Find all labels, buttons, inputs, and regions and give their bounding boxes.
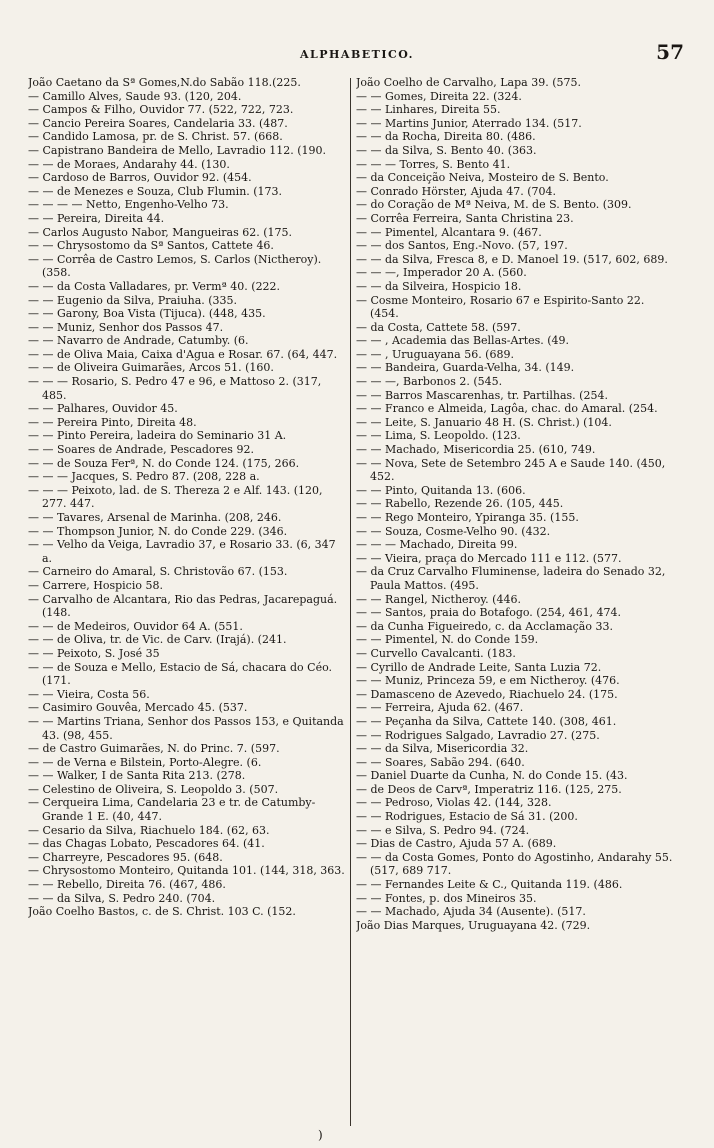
directory-entry: — — Soares, Sabão 294. (640. xyxy=(356,755,525,769)
directory-entry: — — Garony, Boa Vista (Tijuca). (448, 435. xyxy=(28,307,266,321)
directory-entry: — — Martins Junior, Aterrado 134. (517. xyxy=(356,116,582,130)
directory-entry: — — Tavares, Arsenal de Marinha. (208, 246. xyxy=(28,511,282,524)
directory-entry: — Daniel Duarte da Cunha, N. do Conde 15. (43. xyxy=(356,769,628,783)
directory-entry: — — — Jacques, S. Pedro 87. (208, 228 a. xyxy=(28,470,260,484)
directory-entry: — — de Oliva, tr. de Vic. de Carv. (Irajá). (241. xyxy=(28,633,287,647)
directory-entry: — — — Torres, S. Bento 41. xyxy=(356,157,511,171)
directory-entry: — — Pimentel, N. do Conde 159. xyxy=(356,633,539,647)
directory-entry: — — dos Santos, Eng.-Novo. (57, 197. xyxy=(356,239,568,253)
directory-entry: — do Coração de Mª Neiva, M. de S. Bento. (309. xyxy=(356,198,632,212)
directory-entry: — Chrysostomo Monteiro, Quitanda 101. (144, 318, 363. xyxy=(28,864,345,878)
directory-entry: — — Rodrigues Salgado, Lavradio 27. (275. xyxy=(356,728,600,742)
directory-entry: — — Rodrigues, Estacio de Sá 31. (200. xyxy=(356,810,578,824)
directory-entry: — — de Souza e Mello, Estacio de Sá, chacara do Céo. (171. xyxy=(28,660,332,688)
directory-entry: — Conrado Hörster, Ajuda 47. (704. xyxy=(356,184,556,198)
directory-entry: — — — Machado, Direita 99. xyxy=(356,538,518,552)
directory-entry: — — —, Barbonos 2. (545. xyxy=(356,375,503,389)
directory-entry: — Carneiro do Amaral, S. Christovão 67. (153. xyxy=(28,565,288,579)
directory-entry: — — —, Imperador 20 A. (560. xyxy=(356,266,527,280)
directory-entry: — — de Oliva Maia, Caixa d'Agua e Rosar. 67. (64, 447. xyxy=(28,347,338,361)
directory-entry: — — Corrêa de Castro Lemos, S. Carlos (Nictheroy). (358. xyxy=(28,252,322,280)
directory-entry: — Charreyre, Pescadores 95. (648. xyxy=(28,850,223,864)
directory-entry: — — Bandeira, Guarda-Velha, 34. (149. xyxy=(356,361,575,375)
directory-entry: — Cardoso de Barros, Ouvidor 92. (454. xyxy=(28,171,252,185)
column-divider xyxy=(350,78,351,1126)
directory-columns xyxy=(28,76,688,1128)
directory-entry: — de Castro Guimarães, N. do Princ. 7. (597. xyxy=(28,742,280,756)
directory-entry: — — Navarro de Andrade, Catumby. (6. xyxy=(28,334,249,348)
directory-entry: — Cesario da Silva, Riachuelo 184. (62, 63. xyxy=(28,823,270,837)
directory-entry: — — Pinto Pereira, ladeira do Seminario 31 A. xyxy=(28,429,287,443)
directory-entry: — — Barros Mascarenhas, tr. Partilhas. (254. xyxy=(356,388,608,402)
directory-entry: — da Conceição Neiva, Mosteiro de S. Bento. xyxy=(356,171,609,185)
directory-entry: — — Souza, Cosme-Velho 90. (432. xyxy=(356,524,551,538)
directory-entry: — — de Verna e Bilstein, Porto-Alegre. (6. xyxy=(28,755,262,769)
directory-entry: — de Deos de Carvª, Imperatriz 116. (125, 275. xyxy=(356,782,622,796)
directory-entry: — Corrêa Ferreira, Santa Christina 23. xyxy=(356,211,574,225)
directory-entry: — das Chagas Lobato, Pescadores 64. (41. xyxy=(28,837,265,851)
directory-entry: — Cyrillo de Andrade Leite, Santa Luzia 72. xyxy=(356,660,602,674)
directory-entry: — Carrere, Hospicio 58. xyxy=(28,578,163,592)
directory-entry: — Casimiro Gouvêa, Mercado 45. (537. xyxy=(28,701,248,715)
directory-entry: — — da Silva, Fresca 8, e D. Manoel 19. (517, 602, 689. xyxy=(356,252,668,266)
directory-entry: — — Machado, Misericordia 25. (610, 749. xyxy=(356,443,596,457)
directory-entry: — Cancio Pereira Soares, Candelaria 33. (487. xyxy=(28,116,288,130)
directory-entry: — da Costa, Cattete 58. (597. xyxy=(356,320,521,334)
running-title: ALPHABETICO. xyxy=(299,48,414,61)
directory-entry: — Campos & Filho, Ouvidor 77. (522, 722, 723. xyxy=(28,103,294,117)
directory-entry: — — da Silveira, Hospicio 18. xyxy=(356,279,522,293)
directory-entry: — — Vieira, praça do Mercado 111 e 112. (577. xyxy=(356,551,622,565)
directory-entry: — — Peixoto, S. José 35 xyxy=(28,646,160,660)
directory-entry: — — Rabello, Rezende 26. (105, 445. xyxy=(356,497,564,511)
directory-entry: — — Muniz, Princeza 59, e em Nictheroy. (476. xyxy=(356,674,620,688)
directory-entry: — — Fernandes Leite & C., Quitanda 119. (486. xyxy=(356,878,623,892)
directory-entry: — Carlos Augusto Nabor, Mangueiras 62. (175. xyxy=(28,225,293,239)
directory-entry: — Celestino de Oliveira, S. Leopoldo 3. (507. xyxy=(28,782,279,796)
directory-entry: João Coelho de Carvalho, Lapa 39. (575. xyxy=(356,76,581,89)
directory-entry: — — Pedroso, Violas 42. (144, 328. xyxy=(356,796,552,810)
directory-entry: — — — Rosario, S. Pedro 47 e 96, e Mattoso 2. (317, 485. xyxy=(28,375,322,402)
directory-entry: — — Chrysostomo da Sª Santos, Cattete 46. xyxy=(28,239,274,253)
directory-entry: — — da Rocha, Direita 80. (486. xyxy=(356,130,536,144)
directory-entry: — — da Costa Valladares, pr. Vermª 40. (222. xyxy=(28,279,281,293)
directory-entry: — — de Moraes, Andarahy 44. (130. xyxy=(28,157,230,171)
directory-entry: — — Velho da Veiga, Lavradio 37, e Rosario 33. (6, 347 a. xyxy=(28,538,336,565)
page-number: 57 xyxy=(656,40,684,64)
directory-entry: — — Rangel, Nictheroy. (446. xyxy=(356,592,521,606)
directory-entry: João Dias Marques, Uruguayana 42. (729. xyxy=(356,918,591,932)
directory-entry: — da Cruz Carvalho Fluminense, ladeira do Senado 32, Paula Mattos. (495. xyxy=(356,565,666,592)
directory-entry: — — Muniz, Senhor dos Passos 47. xyxy=(28,320,224,334)
directory-entry: — — Peçanha da Silva, Cattete 140. (308, 461. xyxy=(356,714,617,728)
directory-entry: — — Fontes, p. dos Mineiros 35. xyxy=(356,891,537,905)
directory-entry: — — da Costa Gomes, Ponto do Agostinho, Andarahy 55. (517, 689 717. xyxy=(356,850,673,878)
directory-entry: — — Pimentel, Alcantara 9. (467. xyxy=(356,225,542,239)
directory-entry: — — Palhares, Ouvidor 45. xyxy=(28,402,178,416)
directory-entry: — — Pinto, Quitanda 13. (606. xyxy=(356,483,526,497)
directory-entry: — — da Silva, S. Bento 40. (363. xyxy=(356,143,537,157)
directory-entry: — — Eugenio da Silva, Praiuha. (335. xyxy=(28,293,238,307)
directory-entry: — — de Oliveira Guimarães, Arcos 51. (160. xyxy=(28,361,274,375)
directory-entry: — — da Silva, Misericordia 32. xyxy=(356,742,529,756)
directory-entry: — — de Medeiros, Ouvidor 64 A. (551. xyxy=(28,619,243,633)
directory-entry: — — e Silva, S. Pedro 94. (724. xyxy=(356,823,530,837)
page-header xyxy=(30,36,684,76)
directory-entry: — — Rego Monteiro, Ypiranga 35. (155. xyxy=(356,511,579,524)
directory-entry: — — , Academia das Bellas-Artes. (49. xyxy=(356,334,570,348)
directory-entry: — — Thompson Junior, N. do Conde 229. (346. xyxy=(28,524,288,538)
directory-entry: — — Linhares, Direita 55. xyxy=(356,103,501,117)
directory-entry: — Curvello Cavalcanti. (183. xyxy=(356,646,516,660)
directory-entry: — da Cunha Figueiredo, c. da Acclamação 33. xyxy=(356,619,613,633)
directory-entry: — Candido Lamosa, pr. de S. Christ. 57. (668. xyxy=(28,130,283,144)
directory-entry: — — — — Netto, Engenho-Velho 73. xyxy=(28,198,229,212)
left-column xyxy=(28,76,345,1128)
directory-entry: — — Walker, I de Santa Rita 213. (278. xyxy=(28,769,246,783)
right-column xyxy=(356,76,673,1128)
directory-entry: — — Leite, S. Januario 48 H. (S. Christ.) (104. xyxy=(356,415,612,429)
directory-entry: — — Rebello, Direita 76. (467, 486. xyxy=(28,878,226,892)
directory-entry: João Caetano da Sª Gomes,N.do Sabão 118.(225. xyxy=(28,76,301,89)
directory-entry: — — Lima, S. Leopoldo. (123. xyxy=(356,429,521,443)
directory-entry: — — Pereira, Direita 44. xyxy=(28,211,165,225)
directory-entry: — Damasceno de Azevedo, Riachuelo 24. (175. xyxy=(356,687,618,701)
directory-entry: — — Machado, Ajuda 34 (Ausente). (517. xyxy=(356,905,586,919)
directory-entry: — — da Silva, S. Pedro 240. (704. xyxy=(28,891,216,905)
directory-entry: — — de Menezes e Souza, Club Flumin. (173. xyxy=(28,184,283,198)
directory-entry: — — Ferreira, Ajuda 62. (467. xyxy=(356,701,524,715)
directory-entry: — — Soares de Andrade, Pescadores 92. xyxy=(28,443,254,457)
directory-entry: — — Nova, Sete de Setembro 245 A e Saude 140. (450, 452. xyxy=(356,456,666,484)
directory-entry: — — Franco e Almeida, Lagôa, chac. do Amaral. (254. xyxy=(356,402,658,416)
directory-entry: — Cerqueira Lima, Candelaria 23 e tr. de Catumby-Grande 1 E. (40, 447. xyxy=(28,796,316,824)
footer-mark: ) xyxy=(318,1128,323,1142)
directory-entry: — Camillo Alves, Saude 93. (120, 204. xyxy=(28,89,242,103)
directory-entry: João Coelho Bastos, c. de S. Christ. 103 C. (152. xyxy=(28,905,296,919)
directory-entry: — Carvalho de Alcantara, Rio das Pedras, Jacarepaguá. (148. xyxy=(28,592,338,620)
directory-entry: — — Gomes, Direita 22. (324. xyxy=(356,89,522,103)
directory-entry: — Cosme Monteiro, Rosario 67 e Espirito-Santo 22. (454. xyxy=(356,293,645,321)
directory-entry: — — Santos, praia do Botafogo. (254, 461, 474. xyxy=(356,606,622,620)
directory-entry: — — Pereira Pinto, Direita 48. xyxy=(28,415,197,429)
directory-entry: — — de Souza Ferª, N. do Conde 124. (175, 266. xyxy=(28,456,300,470)
directory-entry: — — Martins Triana, Senhor dos Passos 153, e Quitanda 43. (98, 455. xyxy=(28,714,344,742)
directory-entry: — — , Uruguayana 56. (689. xyxy=(356,347,514,361)
directory-entry: — — — Peixoto, lad. de S. Thereza 2 e Alf. 143. (120, 277. 447. xyxy=(28,483,323,511)
directory-entry: — Dias de Castro, Ajuda 57 A. (689. xyxy=(356,837,557,851)
directory-entry: — Capistrano Bandeira de Mello, Lavradio 112. (190. xyxy=(28,143,327,157)
directory-entry: — — Vieira, Costa 56. xyxy=(28,687,150,701)
